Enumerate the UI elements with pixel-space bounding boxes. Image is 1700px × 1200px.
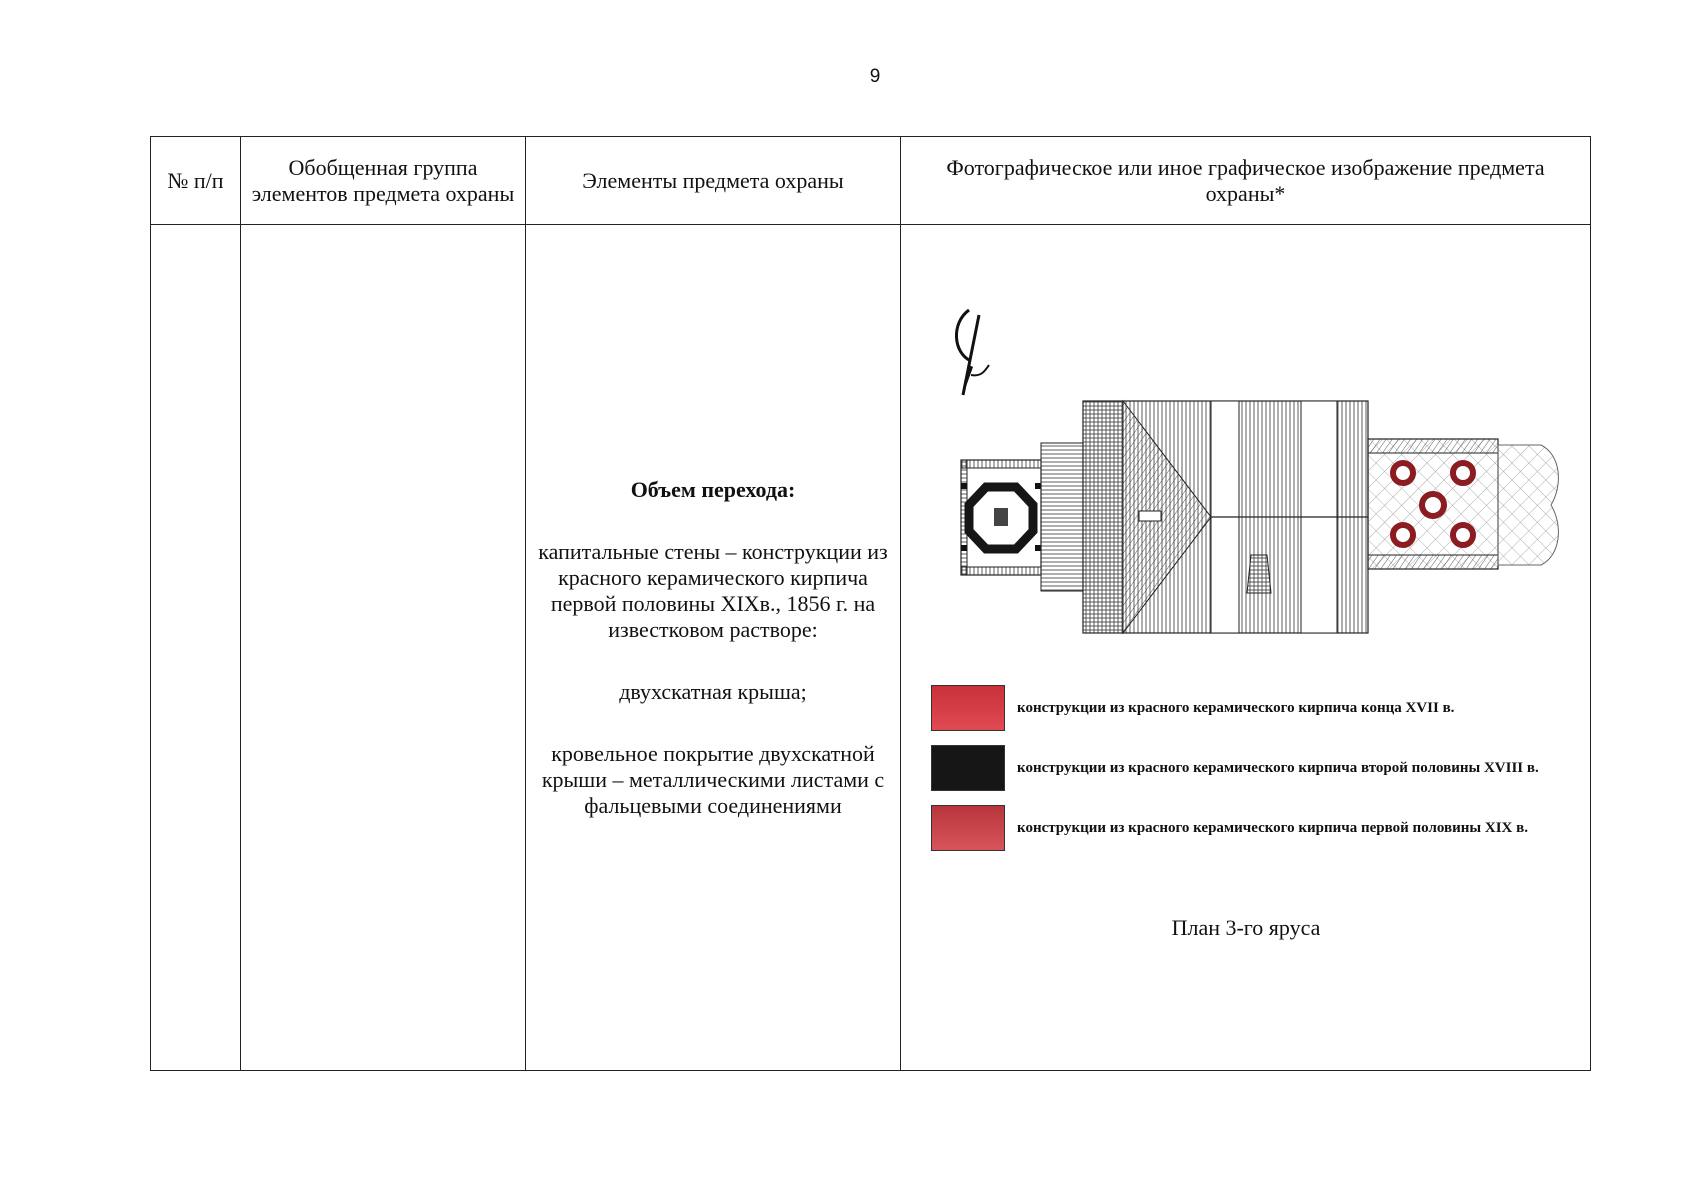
- header-elements: Элементы предмета охраны: [526, 137, 901, 225]
- header-group: Обобщенная группа элементов предмета охраны: [241, 137, 526, 225]
- elements-title: Объем перехода:: [630, 476, 796, 502]
- legend-swatch: [931, 685, 1005, 731]
- floor-plan-drawing: [901, 225, 1591, 685]
- protection-table: [150, 136, 1591, 1071]
- elements-paragraph: кровельное покрытие двухскатной крыши – металлическими листами с фальцевыми соединениями: [541, 740, 885, 818]
- table-row: [151, 225, 1591, 1071]
- table-header-row: [151, 137, 1591, 225]
- apse-plan: [1368, 439, 1558, 569]
- cell-image: [901, 225, 1591, 1071]
- header-number: № п/п: [151, 137, 241, 225]
- legend-item: [931, 685, 1581, 731]
- header-image: Фотографическое или иное графическое изображение предмета охраны*: [901, 137, 1591, 225]
- refectory-roof-plan: [1083, 401, 1368, 633]
- legend-label: конструкции из красного керамического кирпича второй половины XVIII в.: [1017, 760, 1539, 776]
- cell-number: [151, 225, 241, 1071]
- legend-item: [931, 805, 1581, 851]
- north-arrow-icon: [956, 310, 989, 395]
- legend-swatch: [931, 805, 1005, 851]
- elements-paragraph: капитальные стены – конструкции из красного керамического кирпича первой половины XIXв., 1856 г. на известковом растворе:: [538, 538, 888, 642]
- legend: [931, 685, 1581, 865]
- elements-paragraph: двухскатная крыша;: [619, 678, 807, 704]
- figure-caption: План 3-го яруса: [1171, 915, 1321, 940]
- page-number: 9: [869, 66, 881, 87]
- cell-group: [241, 225, 526, 1071]
- cell-elements: [526, 225, 901, 1071]
- legend-swatch: [931, 745, 1005, 791]
- west-tower-plan: [961, 460, 1041, 575]
- legend-item: [931, 745, 1581, 791]
- legend-label: конструкции из красного керамического кирпича первой половины XIX в.: [1017, 820, 1528, 836]
- legend-label: конструкции из красного керамического кирпича конца XVII в.: [1017, 700, 1455, 716]
- connector-plan: [1041, 443, 1083, 591]
